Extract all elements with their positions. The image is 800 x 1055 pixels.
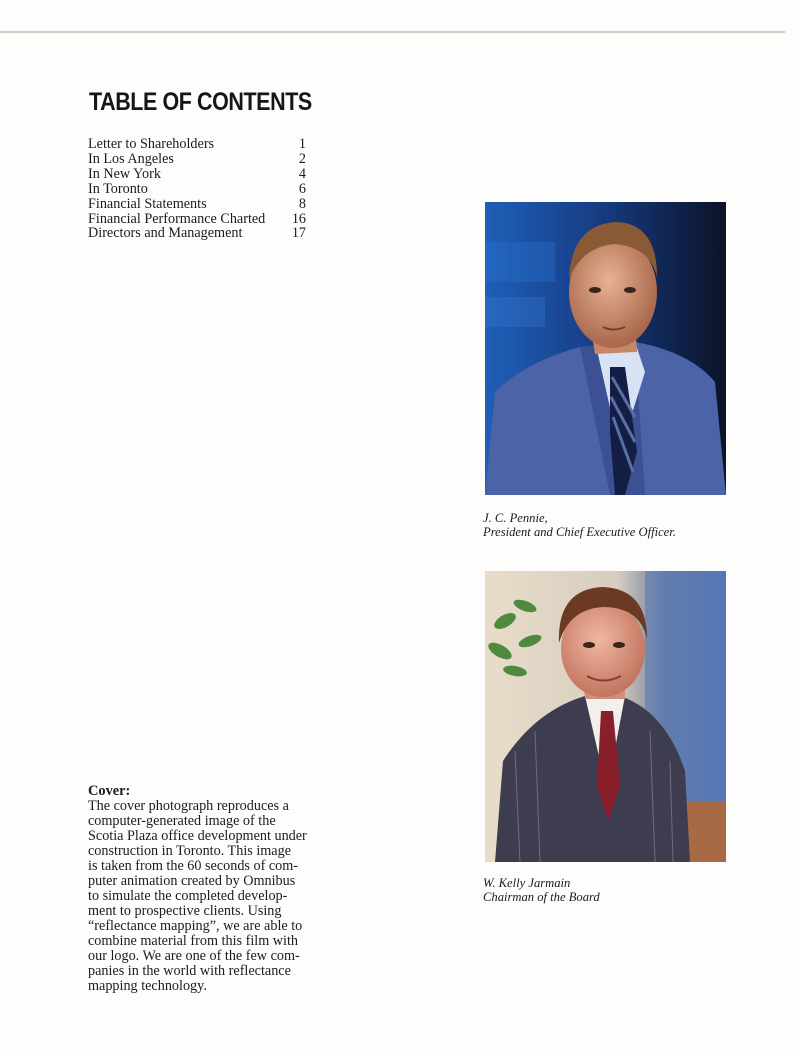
caption-name: W. Kelly Jarmain bbox=[483, 876, 571, 890]
toc-entry-page: 4 bbox=[298, 165, 306, 182]
portrait-caption-jarmain bbox=[483, 876, 600, 904]
portrait-photo-pennie bbox=[485, 202, 726, 495]
toc-entry-page: 16 bbox=[291, 210, 306, 227]
caption-title: Chairman of the Board bbox=[483, 890, 600, 904]
toc-entry-page: 1 bbox=[298, 136, 306, 152]
caption-name: J. C. Pennie, bbox=[483, 511, 548, 525]
cover-note-line: is taken from the 60 seconds of com- bbox=[88, 858, 298, 874]
portrait-photo-jarmain bbox=[485, 571, 726, 862]
toc-entry[interactable] bbox=[88, 197, 306, 212]
cover-note-body bbox=[88, 799, 313, 994]
cover-note-line: to simulate the completed develop- bbox=[88, 888, 288, 904]
portrait-caption-pennie bbox=[483, 511, 676, 539]
toc-entry[interactable] bbox=[88, 226, 306, 241]
toc-entry-label: Financial Statements bbox=[88, 195, 207, 212]
cover-note-line: mapping technology. bbox=[88, 978, 207, 994]
toc-entry-label: In New York bbox=[88, 165, 161, 182]
cover-note-line: construction in Toronto. This image bbox=[88, 843, 291, 859]
cover-note-line: Scotia Plaza office development under bbox=[88, 828, 307, 844]
toc-entry-label: In Los Angeles bbox=[88, 150, 174, 167]
cover-note-line: ment to prospective clients. Using bbox=[88, 903, 282, 919]
toc-entry[interactable] bbox=[88, 137, 306, 152]
toc-title: TABLE OF CONTENTS bbox=[89, 88, 312, 116]
cover-note-line: panies in the world with reflectance bbox=[88, 963, 291, 979]
toc-entry-page: 6 bbox=[298, 180, 306, 197]
toc-entry[interactable] bbox=[88, 167, 306, 182]
toc-entry-label: Financial Performance Charted bbox=[88, 210, 266, 227]
toc-entry-page: 8 bbox=[298, 195, 306, 212]
cover-note-line: computer-generated image of the bbox=[88, 813, 276, 829]
portrait-illustration bbox=[485, 202, 726, 495]
toc-entry-page: 17 bbox=[291, 225, 306, 242]
toc-entry[interactable] bbox=[88, 152, 306, 167]
cover-note-line: combine material from this film with bbox=[88, 933, 299, 949]
cover-note bbox=[88, 784, 313, 994]
toc-list bbox=[88, 137, 306, 241]
toc-entry[interactable] bbox=[88, 212, 306, 227]
toc-entry[interactable] bbox=[88, 182, 306, 197]
cover-note-line: our logo. We are one of the few com- bbox=[88, 948, 300, 964]
toc-entry-label: In Toronto bbox=[88, 180, 148, 197]
toc-entry-label: Directors and Management bbox=[88, 225, 243, 242]
top-rule bbox=[0, 31, 785, 33]
cover-note-line: puter animation created by Omnibus bbox=[88, 873, 296, 889]
cover-note-line: “reflectance mapping”, we are able to bbox=[88, 918, 303, 934]
portrait-illustration bbox=[485, 571, 726, 862]
toc-entry-label: Letter to Shareholders bbox=[88, 136, 215, 152]
caption-title: President and Chief Executive Officer. bbox=[483, 525, 676, 539]
cover-note-title: Cover: bbox=[88, 783, 131, 799]
toc-entry-page: 2 bbox=[298, 150, 306, 167]
cover-note-line: The cover photograph reproduces a bbox=[88, 798, 289, 814]
